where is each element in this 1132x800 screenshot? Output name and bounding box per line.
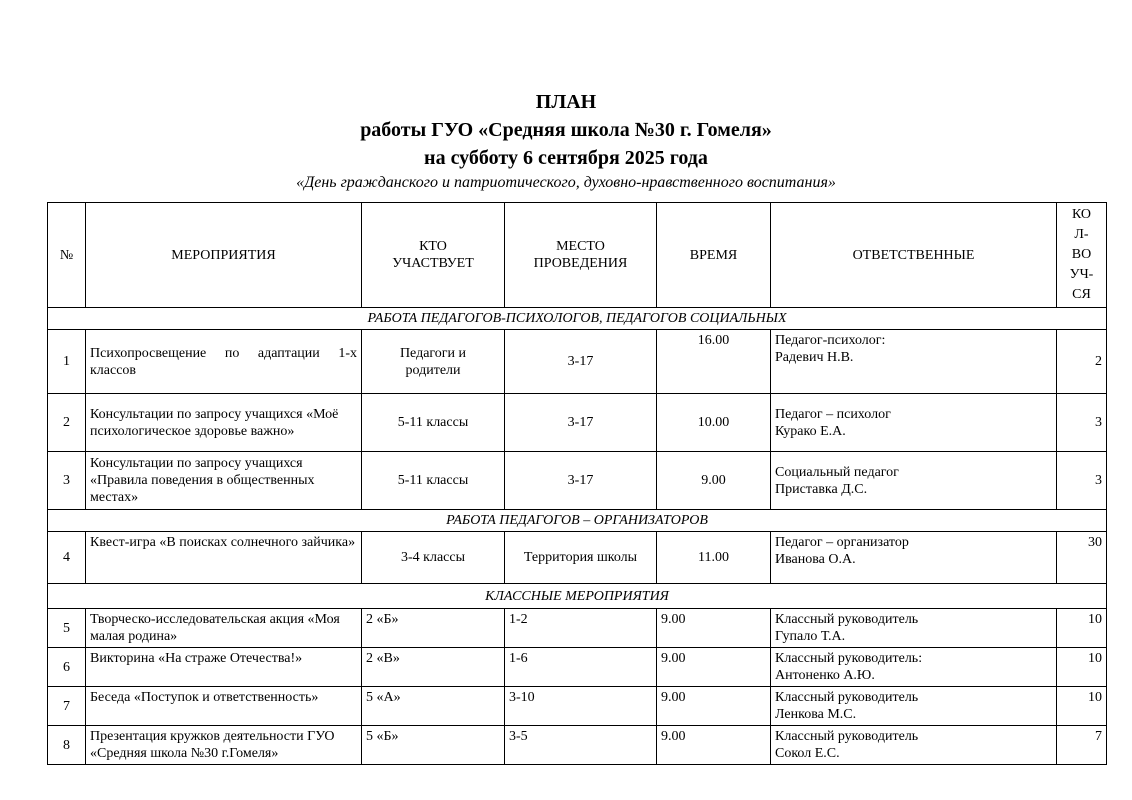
cell-event: Презентация кружков деятельности ГУО «Средняя школа №30 г.Гомеля» (86, 726, 362, 765)
cell-who: 5 «А» (362, 687, 505, 726)
cell-count: 3 (1057, 394, 1107, 452)
table-row (48, 687, 1107, 726)
table-row (48, 532, 1107, 584)
cell-count: 3 (1057, 452, 1107, 510)
cell-responsible: Классный руководитель Ленкова М.С. (771, 687, 1057, 726)
cell-event: Беседа «Поступок и ответственность» (86, 687, 362, 726)
col-header-events: МЕРОПРИЯТИЯ (86, 203, 362, 308)
cell-count: 10 (1057, 609, 1107, 648)
cell-time: 9.00 (657, 687, 771, 726)
cell-count: 7 (1057, 726, 1107, 765)
cell-num: 7 (48, 687, 86, 726)
section-row (48, 510, 1107, 532)
plan-theme: «День гражданского и патриотического, духовно-нравственного воспитания» (296, 174, 836, 191)
col-header-who: КТО УЧАСТВУЕТ (362, 203, 505, 308)
cell-responsible: Классный руководитель Сокол Е.С. (771, 726, 1057, 765)
cell-who: 2 «В» (362, 648, 505, 687)
cell-count: 10 (1057, 648, 1107, 687)
col-header-count: КО Л- ВО УЧ- СЯ (1057, 203, 1107, 308)
cell-event: Консультации по запросу учащихся «Моё психологическое здоровье важно» (86, 394, 362, 452)
cell-event: Квест-игра «В поисках солнечного зайчика» (86, 532, 362, 584)
cell-who: 5-11 классы (362, 394, 505, 452)
cell-time: 10.00 (657, 394, 771, 452)
cell-responsible: Классный руководитель Гупало Т.А. (771, 609, 1057, 648)
table-row (48, 609, 1107, 648)
col-header-responsible: ОТВЕТСТВЕННЫЕ (771, 203, 1057, 308)
section-row (48, 308, 1107, 330)
cell-place: 3-17 (505, 330, 657, 394)
cell-num: 2 (48, 394, 86, 452)
cell-who: Педагоги и родители (362, 330, 505, 394)
cell-num: 8 (48, 726, 86, 765)
section-title: РАБОТА ПЕДАГОГОВ – ОРГАНИЗАТОРОВ (48, 510, 1107, 532)
cell-num: 1 (48, 330, 86, 394)
plan-organization: работы ГУО «Средняя школа №30 г. Гомеля» (360, 119, 772, 141)
cell-responsible: Педагог-психолог: Радевич Н.В. (771, 330, 1057, 394)
cell-count: 30 (1057, 532, 1107, 584)
cell-place: 1-6 (505, 648, 657, 687)
cell-num: 5 (48, 609, 86, 648)
cell-who: 5 «Б» (362, 726, 505, 765)
col-header-num: № (48, 203, 86, 308)
cell-event: Консультации по запросу учащихся «Правила поведения в общественных местах» (86, 452, 362, 510)
cell-who: 2 «Б» (362, 609, 505, 648)
section-row (48, 584, 1107, 609)
cell-place: 3-17 (505, 452, 657, 510)
cell-who: 3-4 классы (362, 532, 505, 584)
cell-num: 3 (48, 452, 86, 510)
cell-place: 3-10 (505, 687, 657, 726)
table-row (48, 394, 1107, 452)
cell-who: 5-11 классы (362, 452, 505, 510)
section-title: РАБОТА ПЕДАГОГОВ-ПСИХОЛОГОВ, ПЕДАГОГОВ СОЦИАЛЬНЫХ (48, 308, 1107, 330)
plan-table (47, 202, 1107, 765)
table-row (48, 726, 1107, 765)
table-row (48, 648, 1107, 687)
table-row (48, 452, 1107, 510)
cell-place: 3-17 (505, 394, 657, 452)
cell-time: 9.00 (657, 609, 771, 648)
cell-time: 9.00 (657, 452, 771, 510)
cell-event: Творческо-исследовательская акция «Моя малая родина» (86, 609, 362, 648)
cell-num: 6 (48, 648, 86, 687)
document-header (0, 88, 1132, 194)
plan-date: на субботу 6 сентября 2025 года (424, 147, 708, 169)
cell-event: Психопросвещение по адаптации 1-х классов (86, 330, 362, 394)
cell-time: 16.00 (657, 330, 771, 394)
table-header-row (48, 203, 1107, 308)
cell-event: Викторина «На страже Отечества!» (86, 648, 362, 687)
cell-time: 9.00 (657, 726, 771, 765)
col-header-place: МЕСТО ПРОВЕДЕНИЯ (505, 203, 657, 308)
section-title: КЛАССНЫЕ МЕРОПРИЯТИЯ (48, 584, 1107, 609)
col-header-time: ВРЕМЯ (657, 203, 771, 308)
cell-time: 11.00 (657, 532, 771, 584)
cell-time: 9.00 (657, 648, 771, 687)
cell-responsible: Социальный педагог Приставка Д.С. (771, 452, 1057, 510)
cell-place: 3-5 (505, 726, 657, 765)
cell-responsible: Педагог – организатор Иванова О.А. (771, 532, 1057, 584)
cell-place: 1-2 (505, 609, 657, 648)
cell-count: 10 (1057, 687, 1107, 726)
cell-responsible: Классный руководитель: Антоненко А.Ю. (771, 648, 1057, 687)
cell-count: 2 (1057, 330, 1107, 394)
cell-place: Территория школы (505, 532, 657, 584)
cell-num: 4 (48, 532, 86, 584)
plan-title: ПЛАН (535, 91, 597, 113)
table-row (48, 330, 1107, 394)
cell-responsible: Педагог – психолог Курако Е.А. (771, 394, 1057, 452)
